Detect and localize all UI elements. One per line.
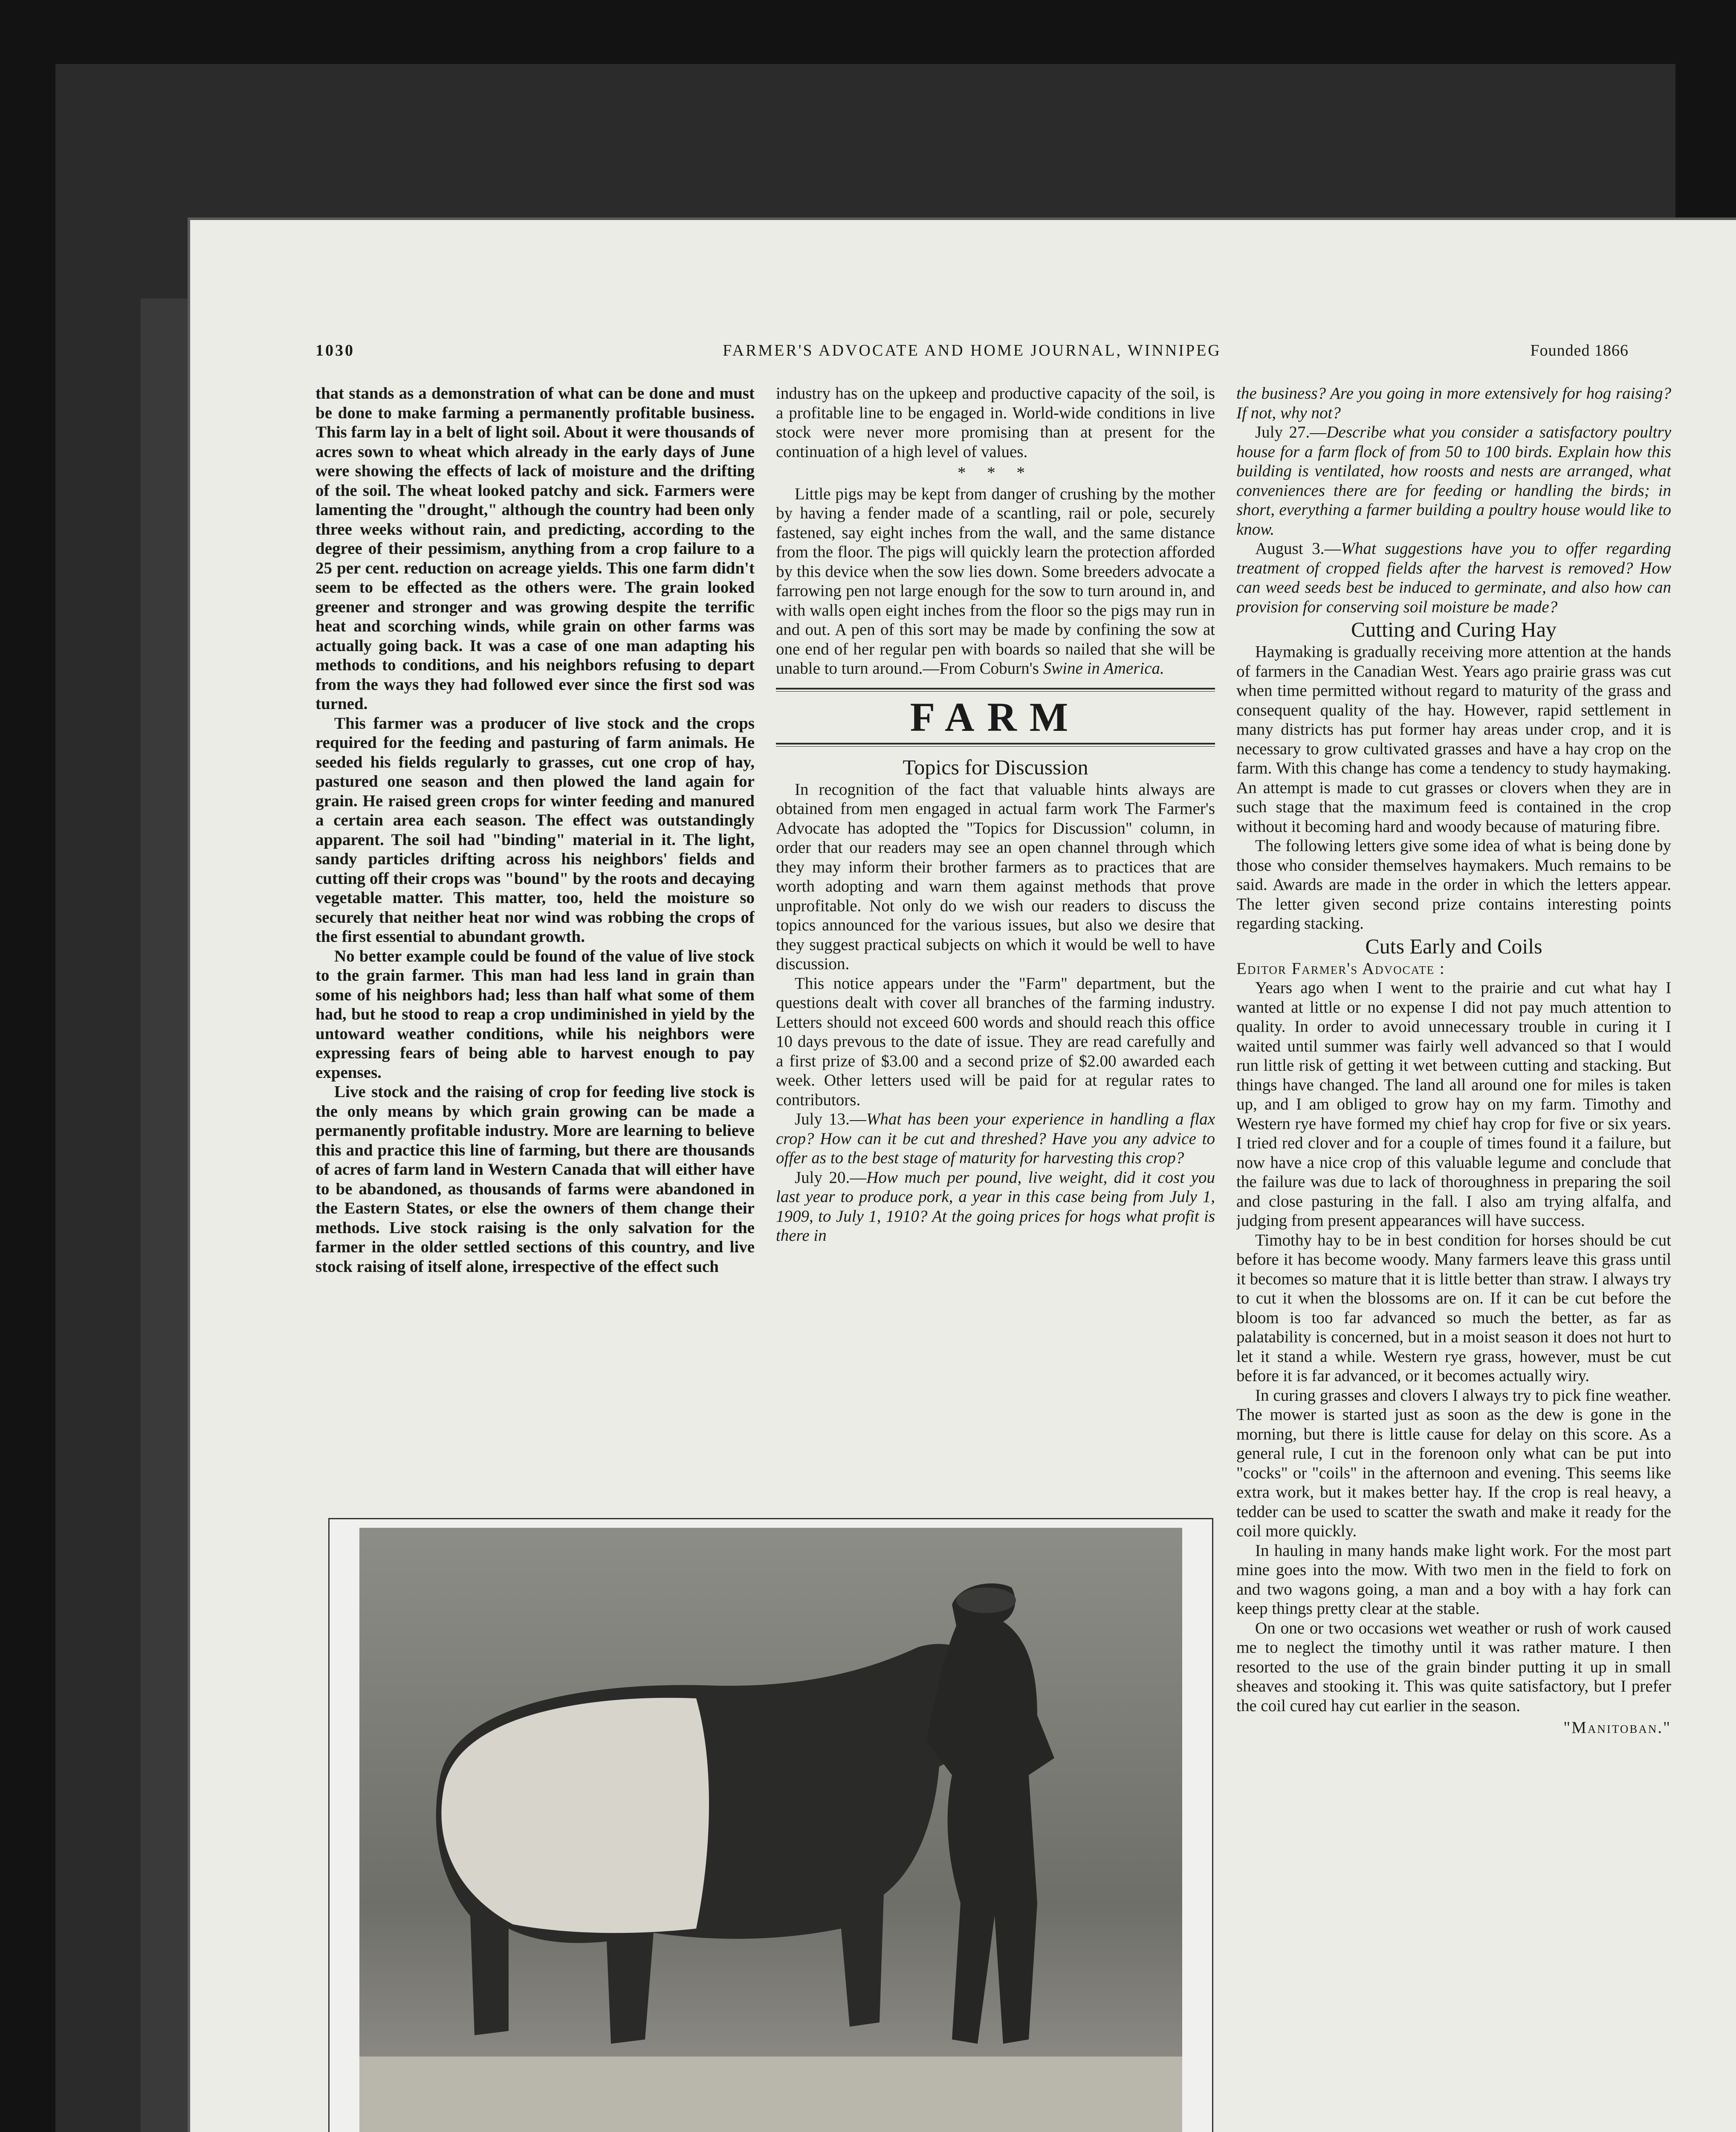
paragraph: The following letters give some idea of what is being done by those who consider themselves haymakers. Much remains to be said. Awards are made in the order in which the letters appear. The letter given second prize contains interesting points regarding stacking. [1236,837,1671,933]
cuts-heading: Cuts Early and Coils [1365,934,1542,958]
bull-photograph [328,1518,1213,2132]
paragraph: In recognition of the fact that valuable hints always are obtained from men engaged in actual farm work The Farmer's Advocate has adopted the "Topics for Discussion" column, in order that our readers may see an open channel through which they may inform their brother farmers as to practices that are worth adopting and warn them against methods that prove unprofitable. Not only do we wish our readers to discuss the topics announced for the various issues, but also we desire that they suggest practical subjects on which it would be well to have discussion. [776,780,1215,973]
column-left [315,384,755,1518]
paragraph: This farmer was a producer of live stock and the crops required for the feeding and pasturing of farm animals. He seeded his fields regularly to grasses, cut one crop of hay, pastured one season and then plowed the land again for grain. He raised green crops for winter feeding and manured a certain area each season. The effect was outstandingly apparent. The soil had "binding" material in it. The light, sandy particles drifting across his neighbors' fields and cutting off their crops was "bound" by the roots and decaying vegetable matter. This matter, too, held the moisture so securely that neither heat nor wind was robbing the crops of the first essential to abundant growth. [315,714,755,946]
letter-byline: Editor Farmer's Advocate : [1236,959,1445,978]
paragraph: In curing grasses and clovers I always try to pick fine weather. The mower is started just as soon as the dew is gone in the morning, but there is little cause for delay on this score. As a general rule, I cut in the forenoon only what can be put into "cocks" or "coils" in the afternoon and evening. This seems like extra work, but it makes better hay. If the crop is real heavy, a tedder can be used to scatter the swath and make it ready for the coil more quickly. [1236,1386,1671,1540]
paragraph: Timothy hay to be in best condition for horses should be cut before it has become woody. Many farmers leave this grass until it becomes so mature that it is little better than straw. I always try to cut it when the blossoms are on. If it can be cut before the bloom is too far advanced so much the better, as far as palatability is concerned, but in a moist season it does not hurt to let it stand a while. Western rye grass, however, must be cut before it is far advanced, or it becomes actually wiry. [1236,1231,1671,1385]
paragraph: Haymaking is gradually receiving more attention at the hands of farmers in the Canadian West. Years ago prairie grass was cut when time permitted without regard to maturity of the grass and consequent quality of the hay. However, rapid settlement in many districts has put former hay areas under crop, and it is necessary to grow cultivated grasses and have a hay crop on the farm. With this change has come a tendency to study haymaking. An attempt is made to cut grasses or clovers when they are in such stage that the maximum feed is contained in the crop without it becoming hard and woody because of maturing fibre. [1236,643,1671,836]
topic-july20: July 20.—How much per pound, live weight, did it cost you last year to produce pork, a year in this case being from July 1, 1909, to July 1, 1910? At the going prices for hogs what profit is there in [776,1168,1215,1245]
paragraph: Little pigs may be kept from danger of crushing by the mother by having a fender made of a scantling, rail or pole, securely fastened, say eight inches from the wall, and the same distance from the floor. The pigs will quickly learn the protection afforded by this device when the sow lies down. Some breeders advocate a farrowing pen not large enough for the sow to turn around in, and with walls open eight inches from the floor so the pigs may run in and out. A pen of this sort may be made by confining the sow at one end of her regular pen with boards so nailed that she will be unable to turn around.—From Coburn's Swine in America. [776,484,1215,678]
founded-label: Founded 1866 [1530,342,1629,359]
column-right [1236,384,1671,2132]
topic-aug3: August 3.—What suggestions have you to offer regarding treatment of cropped fields after the harvest is removed? How can weed seeds best be induced to germinate, and also how can provision for conserving soil moisture be made? [1236,539,1671,616]
farm-section-banner [776,688,1215,747]
paragraph: In hauling in many hands make light work. For the most part mine goes into the mow. With two men in the field to fork on and two wagons going, a man and a boy with a hay fork can keep things pretty clear at the stable. [1236,1541,1671,1618]
book-title: Swine in America. [1043,659,1164,678]
page-header [315,341,1629,371]
rule-bottom [776,743,1215,747]
rule-top [776,688,1215,692]
straw-ground [359,2057,1182,2132]
topic-continuation: the business? Are you going in more extensively for hog raising? If not, why not? [1236,384,1671,422]
hay-heading: Cutting and Curing Hay [1351,617,1557,641]
paragraph: Years ago when I went to the prairie and cut what hay I wanted at little or no expense I did not pay much attention to quality. In order to avoid unnecessary trouble in curing it I waited until summer was fairly well advanced so that I would run little risk of getting it wet between cutting and stacking. But things have changed. The land all around one for miles is taken up, and I am obliged to grow hay on my farm. Timothy and Western rye have formed my chief hay crop for five or six years. I tried red clover and for a couple of times found it a failure, but now have a nice crop of this valuable legume and conclude that the failure was due to lack of thoroughness in preparing the soil and close pasturing in the fall. I also am trying alfalfa, and judging from present appearances will have success. [1236,979,1671,1230]
paragraph: On one or two occasions wet weather or rush of work caused me to neglect the timothy until it was rather mature. I then resorted to the use of the grain binder putting it up in small sheaves and stooking it. This was quite satisfactory, but I prefer the coil cured hay cut earlier in the season. [1236,1619,1671,1715]
herdsman-cap [956,1587,1016,1613]
topic-july13: July 13.—What has been your experience in handling a flax crop? How can it be cut and threshed? Have you any advice to offer as to the best stage of maturity for harvesting this crop? [776,1110,1215,1167]
column-middle [776,384,1215,1527]
paragraph: that stands as a demonstration of what can be done and must be done to make farming a permanently profitable business. This farm lay in a belt of light soil. About it were thousands of acres sown to wheat which already in the early days of June were showing the effects of lack of moisture and the drifting of the soil. The wheat looked patchy and sick. Farmers were lamenting the "drought," although the country had been only three weeks without rain, and predicting, according to the degree of their pessimism, anything from a crop failure to a 25 per cent. reduction on acreage yields. This one farm didn't seem to be effected as the others were. The grain looked greener and stronger and was growing despite the terrific heat and scorching winds, while grain on other farms was actually going back. It was a case of one man adapting his methods to conditions, and his neighbors refusing to depart from the ways they had followed ever since the first sod was turned. [315,384,755,713]
paragraph: Live stock and the raising of crop for feeding live stock is the only means by which grain growing can be made a permanently profitable industry. More are learning to believe this and practice this line of farming, but there are thousands of acres of farm land in Western Canada that will either have to be abandoned, as thousands of farms were abandoned in the Eastern States, or else the owners of them change their methods. Live stock raising is the only salvation for the farmer in the older settled sections of this country, and live stock raising of itself alone, irrespective of the effect such [315,1083,755,1276]
paragraph: No better example could be found of the value of live stock to the grain farmer. This man had less land in grain than some of his neighbors had; less than half what some of them had, but he stood to reap a crop undiminished in yield by the untoward weather conditions, while his neighbors were expressing fears of being able to harvest enough to pay expenses. [315,947,755,1082]
page-edge-shadow [141,298,192,2132]
paragraph: This notice appears under the "Farm" department, but the questions dealt with cover all branches of the farming industry. Letters should not exceed 600 words and should reach this office 10 days prevous to the date of issue. They are read carefully and a first prize of $3.00 and a second prize of $2.00 awarded each week. Other letters used will be paid for at regular rates to contributors. [776,974,1215,1109]
farm-section-title: FARM [910,694,1081,740]
letter-signoff: "Manitoban." [1563,1718,1671,1737]
newspaper-page [188,217,1736,2132]
topic-july27: July 27.—Describe what you consider a satisfactory poultry house for a farm flock of from 50 to 100 birds. Explain how this building is ventilated, how roosts and nests are arranged, what conveniences there are for feeding or handling the birds; in short, everything a farmer building a poultry house would like to know. [1236,423,1671,539]
journal-title: FARMER'S ADVOCATE AND HOME JOURNAL, WINNIPEG [723,342,1221,359]
bull-photo-illustration [330,1519,1212,2132]
paragraph: industry has on the upkeep and productive capacity of the soil, is a profitable line to be engaged in. World-wide conditions in live stock were never more promising than at present for the continuation of a high level of values. [776,384,1215,461]
topics-heading: Topics for Discussion [903,755,1088,779]
page-number: 1030 [315,342,355,359]
section-separator: * * * [958,463,1033,482]
